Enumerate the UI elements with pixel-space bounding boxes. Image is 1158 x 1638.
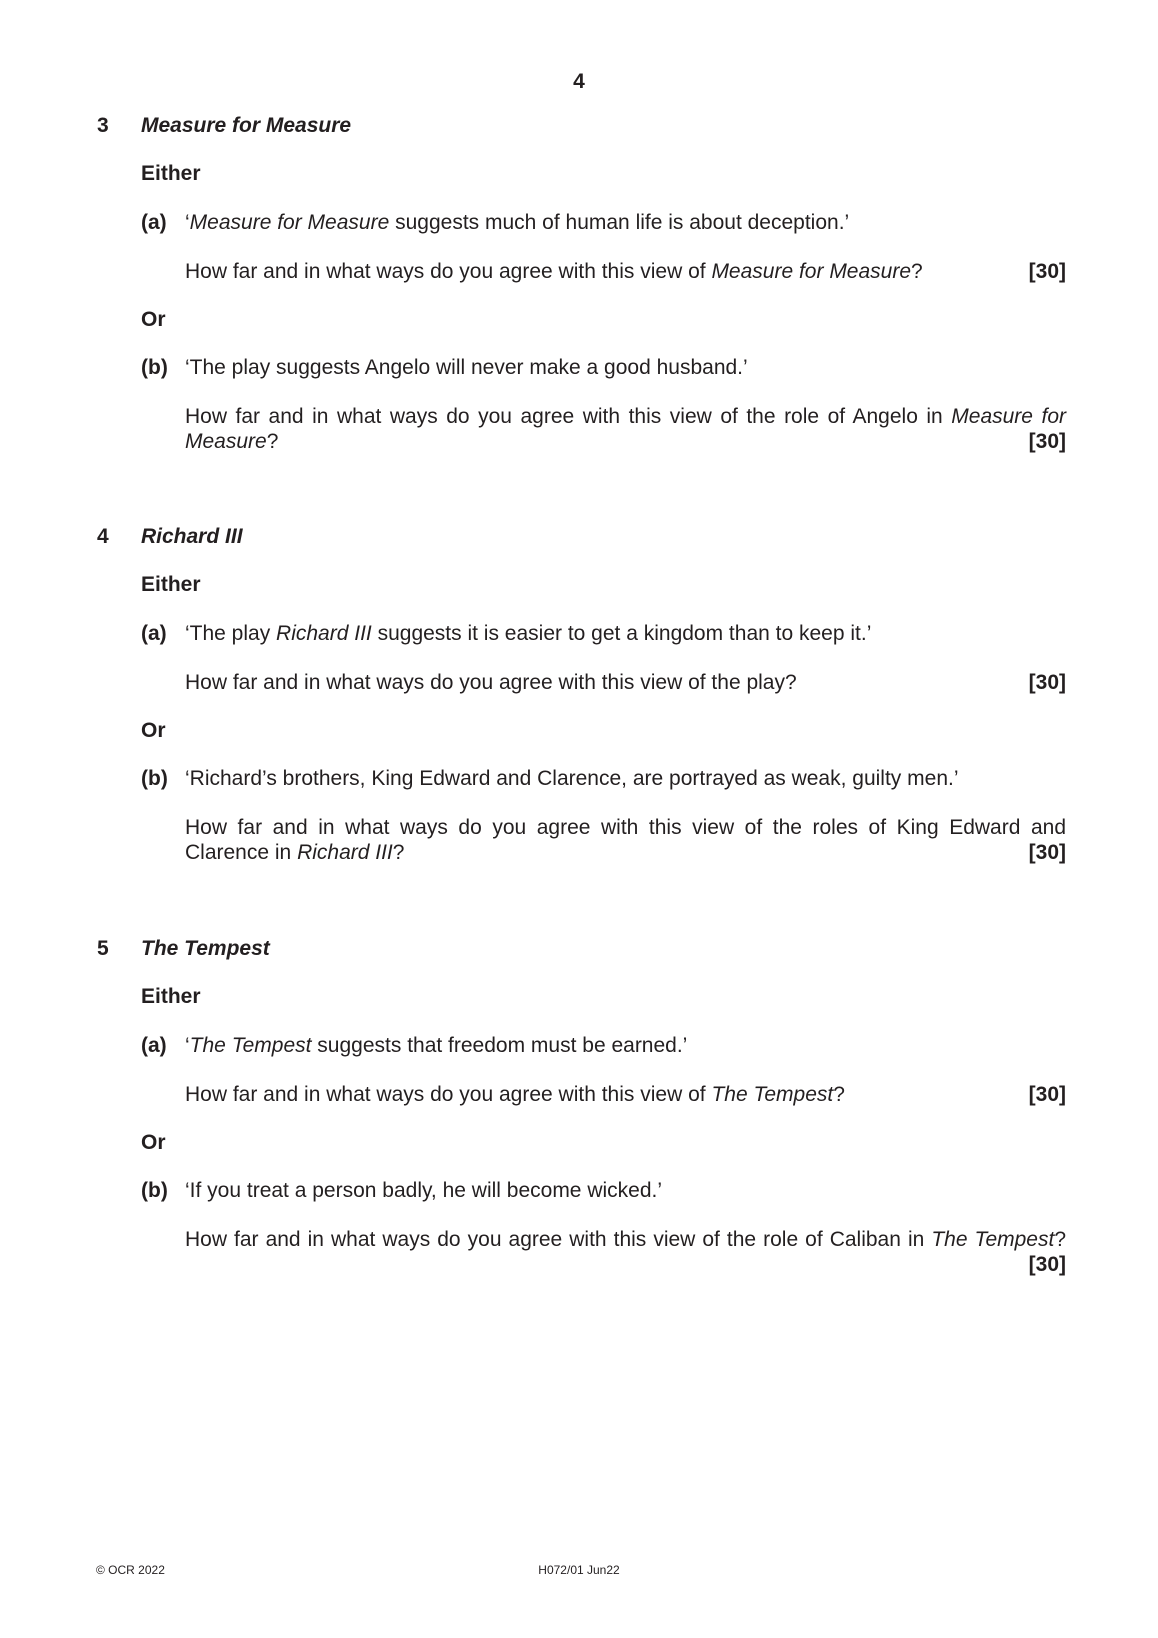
marks: [30] (1028, 260, 1066, 283)
part-b-label: (b) (141, 356, 168, 379)
part-b-label: (b) (141, 1179, 168, 1202)
part-a-prompt: How far and in what ways do you agree with this view of the play? [30] (185, 671, 1066, 694)
part-a-prompt: How far and in what ways do you agree with this view of The Tempest? [30] (185, 1083, 1066, 1106)
or-label: Or (141, 719, 166, 742)
question-number: 5 (97, 937, 109, 960)
marks: [30] (1028, 1253, 1066, 1276)
question-4 (0, 525, 1158, 864)
part-b-prompt: How far and in what ways do you agree with this view of the role of Caliban in The Tempest? [30] (185, 1228, 1066, 1276)
marks: [30] (1028, 1083, 1066, 1106)
marks: [30] (1028, 671, 1066, 694)
part-b-quote: ‘Richard’s brothers, King Edward and Clarence, are portrayed as weak, guilty men.’ (185, 767, 959, 790)
either-label: Either (141, 573, 201, 596)
part-a-quote: ‘The Tempest suggests that freedom must be earned.’ (185, 1034, 688, 1057)
question-5 (0, 937, 1158, 1276)
part-a-quote: ‘The play Richard III suggests it is easier to get a kingdom than to keep it.’ (185, 622, 872, 645)
part-b-prompt: How far and in what ways do you agree with this view of the roles of King Edward and Clarence in Richard III? [30] (185, 816, 1066, 864)
or-label: Or (141, 308, 166, 331)
question-number: 3 (97, 114, 109, 137)
part-b-prompt: How far and in what ways do you agree with this view of the role of Angelo in Measure for Measure? [30] (185, 405, 1066, 453)
or-label: Or (141, 1131, 166, 1154)
part-a-prompt: How far and in what ways do you agree with this view of Measure for Measure? [30] (185, 260, 1066, 283)
part-a-label: (a) (141, 622, 167, 645)
part-b-quote: ‘The play suggests Angelo will never make a good husband.’ (185, 356, 748, 379)
part-a-label: (a) (141, 211, 167, 234)
question-number: 4 (97, 525, 109, 548)
question-title: The Tempest (141, 937, 270, 960)
page-number: 4 (573, 70, 585, 93)
either-label: Either (141, 985, 201, 1008)
marks: [30] (1028, 841, 1066, 864)
marks: [30] (1028, 430, 1066, 453)
part-a-quote: ‘Measure for Measure suggests much of human life is about deception.’ (185, 211, 850, 234)
question-3-heading (0, 114, 1158, 140)
footer-paper-code: H072/01 Jun22 (538, 1563, 620, 1577)
part-b-label: (b) (141, 767, 168, 790)
question-5-heading (0, 937, 1158, 963)
question-title: Richard III (141, 525, 243, 548)
question-4-heading (0, 525, 1158, 551)
part-a-label: (a) (141, 1034, 167, 1057)
part-b-quote: ‘If you treat a person badly, he will become wicked.’ (185, 1179, 663, 1202)
footer-copyright: © OCR 2022 (96, 1563, 165, 1577)
question-title: Measure for Measure (141, 114, 352, 137)
either-label: Either (141, 162, 201, 185)
question-3 (0, 114, 1158, 453)
